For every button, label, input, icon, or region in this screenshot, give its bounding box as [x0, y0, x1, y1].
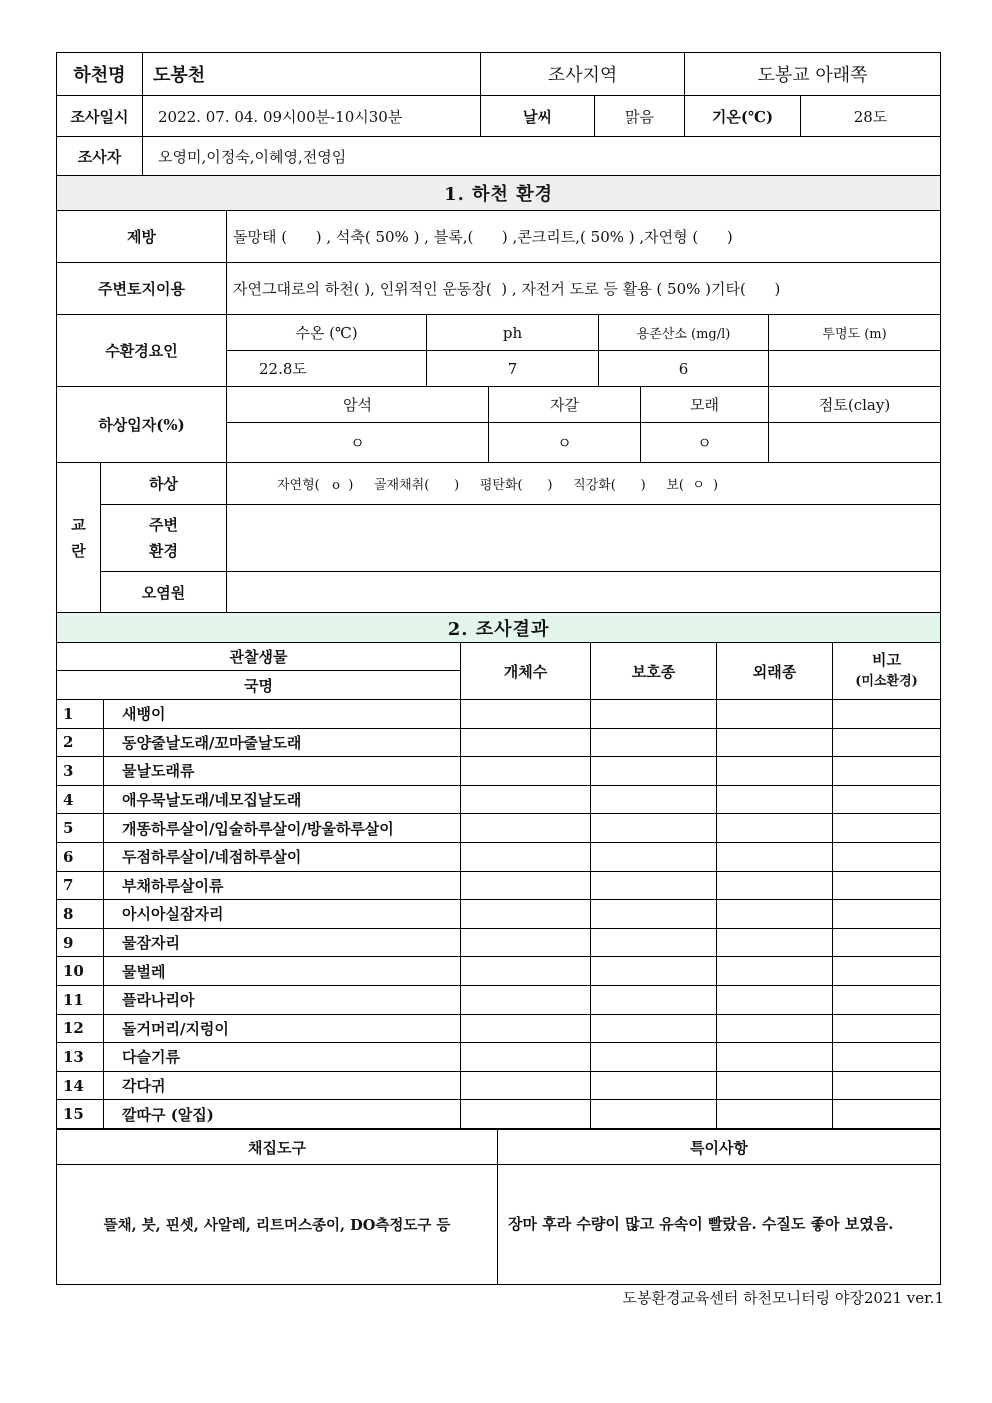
note-cell — [833, 1014, 941, 1043]
count-cell — [461, 842, 591, 871]
row-number: 4 — [57, 785, 104, 814]
pollution-label: 오염원 — [101, 572, 227, 613]
tools-value: 뜰채, 붓, 핀셋, 사알레, 리트머스종이, DO측정도구 등 — [57, 1165, 498, 1285]
protected-cell — [591, 1043, 717, 1072]
row-number: 7 — [57, 871, 104, 900]
table-row — [57, 842, 941, 871]
protected-cell — [591, 700, 717, 729]
foreign-cell — [717, 1014, 833, 1043]
foreign-cell — [717, 900, 833, 929]
river-environment-section — [56, 175, 940, 613]
row-number: 10 — [57, 957, 104, 986]
survey-results-section — [56, 612, 940, 1129]
table-row — [57, 814, 941, 843]
water-value — [769, 351, 941, 387]
col-note-title: 비고 — [872, 651, 902, 669]
count-cell — [461, 900, 591, 929]
row-number: 6 — [57, 842, 104, 871]
foreign-cell — [717, 757, 833, 786]
bed-header: 점토(clay) — [769, 387, 941, 423]
note-cell — [833, 1043, 941, 1072]
note-cell — [833, 728, 941, 757]
protected-cell — [591, 985, 717, 1014]
bed-value: ㅇ — [641, 423, 769, 463]
protected-cell — [591, 1100, 717, 1129]
bed-header: 자갈 — [489, 387, 641, 423]
foreign-cell — [717, 842, 833, 871]
foreign-cell — [717, 957, 833, 986]
note-cell — [833, 842, 941, 871]
water-value: 7 — [427, 351, 599, 387]
foreign-cell — [717, 1071, 833, 1100]
col-protected: 보호종 — [591, 643, 717, 700]
table-row — [57, 900, 941, 929]
table-row — [57, 928, 941, 957]
col-count: 개체수 — [461, 643, 591, 700]
organism-name: 깔따구 (알집) — [104, 1100, 461, 1129]
organism-name: 부채하루살이류 — [104, 871, 461, 900]
section1-title: 1. 하천 환경 — [57, 176, 941, 211]
section2-title: 2. 조사결과 — [57, 613, 941, 643]
foreign-cell — [717, 1100, 833, 1129]
organism-name: 새뱅이 — [104, 700, 461, 729]
col-organism: 관찰생물 — [57, 643, 461, 671]
note-cell — [833, 814, 941, 843]
row-number: 11 — [57, 985, 104, 1014]
protected-cell — [591, 871, 717, 900]
surveyor-value: 오영미,이정숙,이혜영,전영임 — [143, 137, 941, 177]
water-value: 22.8도 — [227, 351, 427, 387]
water-header: 투명도 (m) — [769, 315, 941, 351]
foreign-cell — [717, 871, 833, 900]
foreign-cell — [717, 728, 833, 757]
note-cell — [833, 900, 941, 929]
bed-header: 암석 — [227, 387, 489, 423]
water-value: 6 — [599, 351, 769, 387]
protected-cell — [591, 900, 717, 929]
note-cell — [833, 785, 941, 814]
table-row — [57, 957, 941, 986]
organism-name: 동양줄날도래/꼬마줄날도래 — [104, 728, 461, 757]
table-row — [57, 700, 941, 729]
note-cell — [833, 757, 941, 786]
protected-cell — [591, 785, 717, 814]
count-cell — [461, 1014, 591, 1043]
protected-cell — [591, 1014, 717, 1043]
organism-name: 물날도래류 — [104, 757, 461, 786]
col-foreign: 외래종 — [717, 643, 833, 700]
table-row — [57, 985, 941, 1014]
organism-name: 물잠자리 — [104, 928, 461, 957]
organism-name: 돌거머리/지렁이 — [104, 1014, 461, 1043]
notes-label: 특이사항 — [498, 1130, 941, 1165]
water-header: 용존산소 (mg/l) — [599, 315, 769, 351]
pollution-value — [227, 572, 941, 613]
count-cell — [461, 814, 591, 843]
count-cell — [461, 957, 591, 986]
note-cell — [833, 928, 941, 957]
table-row — [57, 1043, 941, 1072]
count-cell — [461, 728, 591, 757]
organism-name: 플라나리아 — [104, 985, 461, 1014]
protected-cell — [591, 842, 717, 871]
temp-label: 기온(℃) — [685, 96, 801, 137]
date-value: 2022. 07. 04. 09시00분-10시30분 — [143, 96, 481, 137]
surround-value — [227, 505, 941, 572]
row-number: 8 — [57, 900, 104, 929]
bed-value — [769, 423, 941, 463]
table-row — [57, 757, 941, 786]
count-cell — [461, 1100, 591, 1129]
note-cell — [833, 957, 941, 986]
row-number: 1 — [57, 700, 104, 729]
count-cell — [461, 1071, 591, 1100]
foreign-cell — [717, 814, 833, 843]
count-cell — [461, 700, 591, 729]
protected-cell — [591, 814, 717, 843]
water-header: ph — [427, 315, 599, 351]
protected-cell — [591, 1071, 717, 1100]
count-cell — [461, 871, 591, 900]
count-cell — [461, 985, 591, 1014]
note-cell — [833, 700, 941, 729]
row-number: 9 — [57, 928, 104, 957]
organism-name: 다슬기류 — [104, 1043, 461, 1072]
organism-name: 아시아실잠자리 — [104, 900, 461, 929]
col-note-subtitle: (미소환경) — [855, 674, 918, 689]
foreign-cell — [717, 700, 833, 729]
protected-cell — [591, 728, 717, 757]
embankment-label: 제방 — [57, 211, 227, 263]
landuse-value: 자연그대로의 하천( ), 인위적인 운동장( ) , 자전거 도로 등 활용 ( 50% )기타( ) — [227, 263, 941, 315]
count-cell — [461, 928, 591, 957]
count-cell — [461, 757, 591, 786]
row-number: 15 — [57, 1100, 104, 1129]
surveyor-label: 조사자 — [57, 137, 143, 177]
riverbed-value: 자연형( o ) 골재채취( ) 평탄화( ) 직강화( ) 보( ㅇ ) — [227, 463, 941, 505]
foreign-cell — [717, 785, 833, 814]
row-number: 2 — [57, 728, 104, 757]
disturbance-label: 교란 — [57, 463, 101, 613]
riverbed-label: 하상 — [101, 463, 227, 505]
table-row — [57, 785, 941, 814]
bed-label: 하상입자(%) — [57, 387, 227, 463]
foreign-cell — [717, 985, 833, 1014]
area-label: 조사지역 — [481, 53, 685, 96]
organism-name: 애우묵날도래/네모집날도래 — [104, 785, 461, 814]
foreign-cell — [717, 928, 833, 957]
organism-name: 두점하루살이/네점하루살이 — [104, 842, 461, 871]
organism-name: 각다귀 — [104, 1071, 461, 1100]
water-header: 수온 (℃) — [227, 315, 427, 351]
date-label: 조사일시 — [57, 96, 143, 137]
river-label: 하천명 — [57, 53, 143, 96]
row-number: 3 — [57, 757, 104, 786]
bottom-block — [56, 1129, 940, 1285]
table-row — [57, 1100, 941, 1129]
note-cell — [833, 985, 941, 1014]
table-row — [57, 1014, 941, 1043]
organism-name: 개똥하루살이/입술하루살이/방울하루살이 — [104, 814, 461, 843]
footer-text: 도봉환경교육센터 하천모니터링 야장2021 ver.1 — [622, 1289, 944, 1307]
surround-label: 주변 환경 — [101, 505, 227, 572]
row-number: 13 — [57, 1043, 104, 1072]
row-number: 5 — [57, 814, 104, 843]
header-block — [56, 52, 940, 177]
note-cell — [833, 1071, 941, 1100]
col-korean: 국명 — [57, 671, 461, 700]
note-cell — [833, 1100, 941, 1129]
bed-value: ㅇ — [227, 423, 489, 463]
row-number: 12 — [57, 1014, 104, 1043]
count-cell — [461, 785, 591, 814]
bed-header: 모래 — [641, 387, 769, 423]
weather-value: 맑음 — [595, 96, 685, 137]
embankment-value: 돌망태 ( ) , 석축( 50% ) , 블록,( ) ,콘크리트,( 50% ) ,자연형 ( ) — [227, 211, 941, 263]
protected-cell — [591, 757, 717, 786]
protected-cell — [591, 928, 717, 957]
table-row — [57, 1071, 941, 1100]
foreign-cell — [717, 1043, 833, 1072]
landuse-label: 주변토지이용 — [57, 263, 227, 315]
protected-cell — [591, 957, 717, 986]
count-cell — [461, 1043, 591, 1072]
notes-value: 장마 후라 수량이 많고 유속이 빨랐음. 수질도 좋아 보였음. — [498, 1165, 941, 1285]
water-label: 수환경요인 — [57, 315, 227, 387]
bed-value: ㅇ — [489, 423, 641, 463]
table-row — [57, 728, 941, 757]
col-note — [833, 643, 941, 700]
area-value: 도봉교 아래쪽 — [685, 53, 941, 96]
table-row — [57, 871, 941, 900]
organism-name: 물벌레 — [104, 957, 461, 986]
note-cell — [833, 871, 941, 900]
tools-label: 채집도구 — [57, 1130, 498, 1165]
river-value: 도봉천 — [143, 53, 481, 96]
weather-label: 날씨 — [481, 96, 595, 137]
temp-value: 28도 — [801, 96, 941, 137]
row-number: 14 — [57, 1071, 104, 1100]
